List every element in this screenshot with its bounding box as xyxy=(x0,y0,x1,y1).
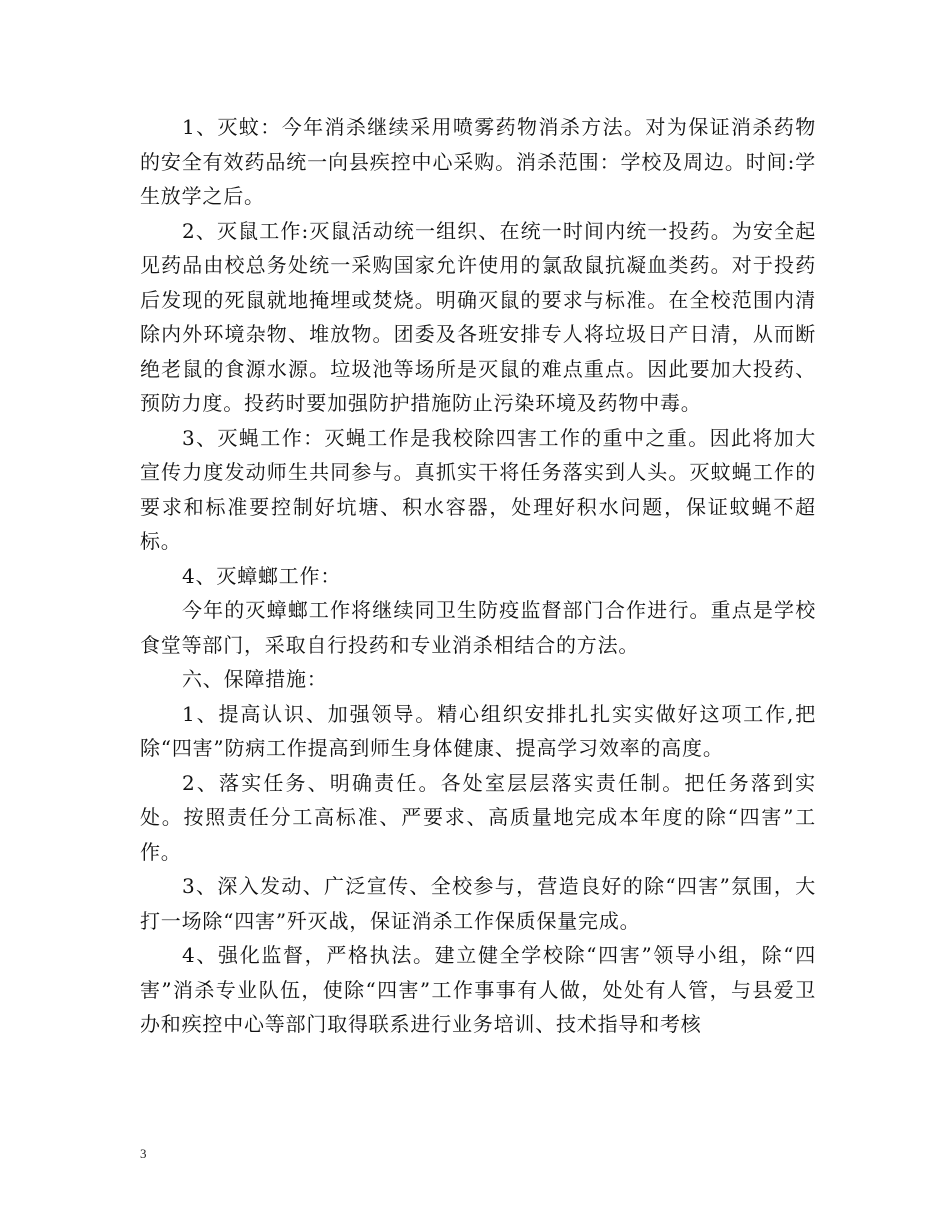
paragraph-cockroach-heading: 4、灭蟑螂工作： xyxy=(182,563,342,588)
paragraph-assign-responsibility: 2、落实任务、明确责任。各处室层层落实责任制。把任务落到实处。按照责任分工高标准、严要求、高质量地完成本年度的除“四害”工作。 xyxy=(140,770,816,864)
document-body xyxy=(140,110,816,1042)
paragraph-mobilize-publicize: 3、深入发动、广泛宣传、全校参与，营造良好的除“四害”氛围，大打一场除“四害”歼灭战，保证消杀工作保质保量完成。 xyxy=(140,874,816,933)
section-heading-safeguards: 六、保障措施： xyxy=(182,667,328,691)
paragraph-supervision: 4、强化监督，严格执法。建立健全学校除“四害”领导小组，除“四害”消杀专业队伍，使除“四害”工作事事有人做，处处有人管，与县爱卫办和疾控中心等部门取得联系进行业务培训、技术指导和考核 xyxy=(140,943,816,1036)
paragraph-cockroach-control: 今年的灭蟑螂工作将继续同卫生防疫监督部门合作进行。重点是学校食堂等部门，采取自行投药和专业消杀相结合的方法。 xyxy=(140,598,816,657)
paragraph-rodent-control: 2、灭鼠工作:灭鼠活动统一组织、在统一时间内统一投药。为安全起见药品由校总务处统一采购国家允许使用的氯敌鼠抗凝血类药。对于投药后发现的死鼠就地掩埋或焚烧。明确灭鼠的要求与标准。在全校范围内清除内外环境杂物、堆放物。团委及各班安排专人将垃圾日产日清，从而断绝老鼠的食源水源。垃圾池等场所是灭鼠的难点重点。因此要加大投药、预防力度。投药时要加强防护措施防止污染环境及药物中毒。 xyxy=(140,218,816,415)
paragraph-fly-control: 3、灭蝇工作：灭蝇工作是我校除四害工作的重中之重。因此将加大宣传力度发动师生共同参与。真抓实干将任务落实到人头。灭蚊蝇工作的要求和标准要控制好坑塘、积水容器，处理好积水问题，保证蚊蝇不超标。 xyxy=(140,425,816,553)
paragraph-mosquito-control: 1、灭蚊：今年消杀继续采用喷雾药物消杀方法。对为保证消杀药物的安全有效药品统一向县疾控中心采购。消杀范围：学校及周边。时间:学生放学之后。 xyxy=(140,115,816,208)
paragraph-raise-awareness: 1、提高认识、加强领导。精心组织安排扎扎实实做好这项工作,把除“四害”防病工作提高到师生身体健康、提高学习效率的高度。 xyxy=(140,701,816,760)
page-number: 3 xyxy=(140,1146,147,1161)
